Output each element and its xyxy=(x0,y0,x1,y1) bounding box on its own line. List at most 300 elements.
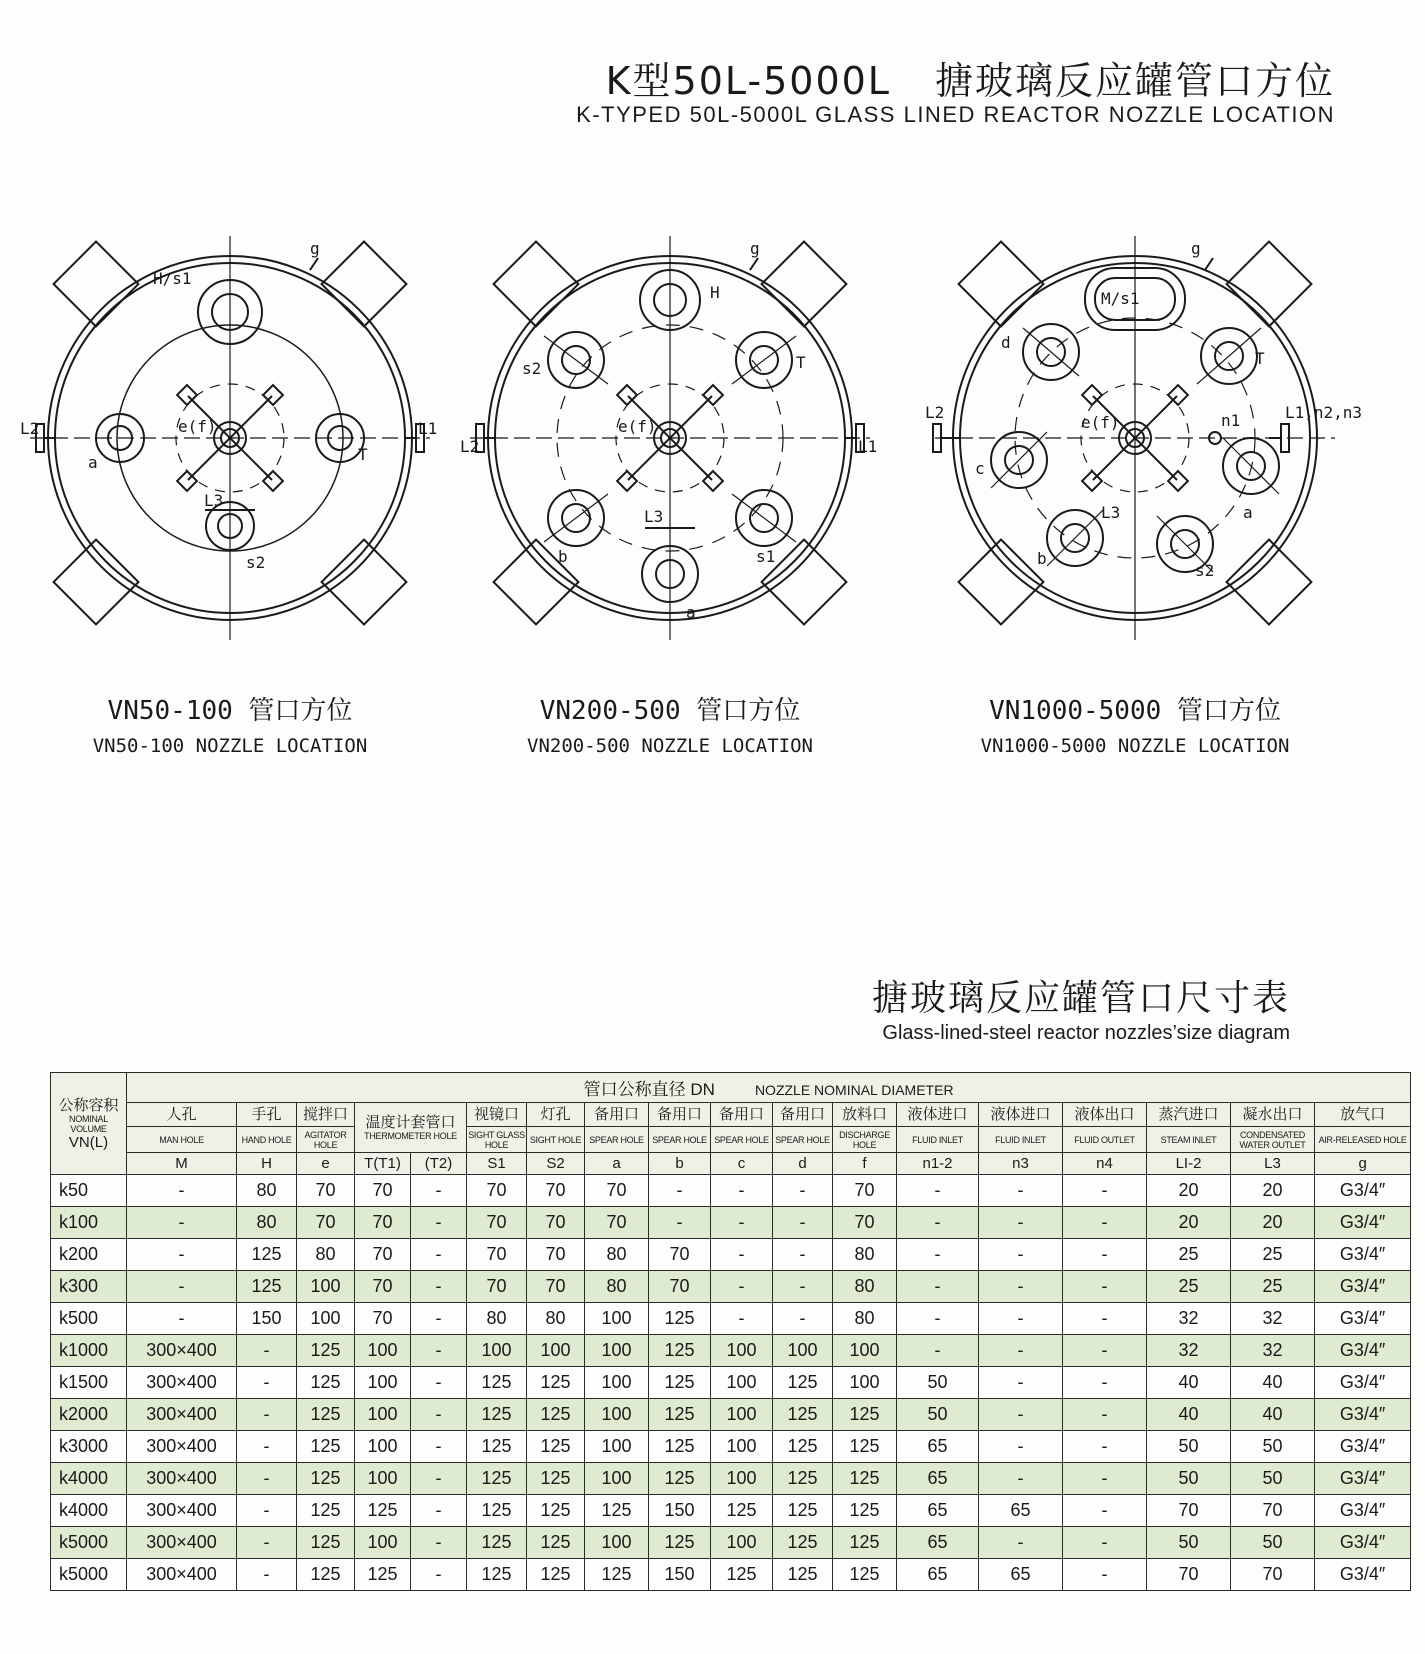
table-cell: G3/4″ xyxy=(1315,1495,1411,1527)
label-upper-left: d xyxy=(1001,333,1011,352)
column-header-en: FLUID INLET xyxy=(897,1127,979,1153)
table-cell: - xyxy=(127,1175,237,1207)
table-cell: - xyxy=(711,1303,773,1335)
label-lower-right: s1 xyxy=(756,547,776,566)
table-cell: - xyxy=(411,1207,467,1239)
label-right-flange: L1 xyxy=(418,419,438,438)
table-cell: 125 xyxy=(527,1367,585,1399)
table-cell: 125 xyxy=(467,1431,527,1463)
row-volume-cell: k1000 xyxy=(51,1335,127,1367)
table-cell: G3/4″ xyxy=(1315,1559,1411,1591)
volume-header: 公称容积 NOMINAL VOLUME VN(L) xyxy=(51,1073,127,1175)
table-cell: 125 xyxy=(773,1431,833,1463)
table-row xyxy=(51,1239,1411,1271)
column-header-cn: 液体出口 xyxy=(1063,1103,1147,1127)
table-cell: 125 xyxy=(297,1367,355,1399)
caption-en: VN200-500 NOZZLE LOCATION xyxy=(527,735,813,757)
table-cell: 50 xyxy=(1147,1431,1231,1463)
table-cell: G3/4″ xyxy=(1315,1207,1411,1239)
table-cell: - xyxy=(979,1527,1063,1559)
caption-cn: VN1000-5000 管口方位 xyxy=(989,696,1281,726)
label-left: c xyxy=(975,459,985,478)
table-cell: 100 xyxy=(585,1335,649,1367)
nozzle-diagram-vn200-500 xyxy=(460,228,880,648)
table-cell: 100 xyxy=(585,1367,649,1399)
label-right: T xyxy=(358,445,368,464)
table-cell: - xyxy=(979,1303,1063,1335)
table-cell: 20 xyxy=(1147,1207,1231,1239)
table-cell: 300×400 xyxy=(127,1399,237,1431)
table-cell: 125 xyxy=(467,1463,527,1495)
label-center: e(f) xyxy=(1081,413,1120,432)
table-cell: 300×400 xyxy=(127,1463,237,1495)
table-cell: - xyxy=(1063,1559,1147,1591)
column-header-en: MAN HOLE xyxy=(127,1127,237,1153)
table-cell: G3/4″ xyxy=(1315,1399,1411,1431)
column-header-symbol: (T2) xyxy=(411,1153,467,1175)
column-header-symbol: LI-2 xyxy=(1147,1153,1231,1175)
table-cell: 125 xyxy=(585,1495,649,1527)
table-cell: 125 xyxy=(649,1431,711,1463)
table-cell: 125 xyxy=(297,1335,355,1367)
column-header-en: SPEAR HOLE xyxy=(585,1127,649,1153)
table-cell: 20 xyxy=(1147,1175,1231,1207)
table-cell: 40 xyxy=(1147,1399,1231,1431)
table-cell: 300×400 xyxy=(127,1367,237,1399)
table-cell: 125 xyxy=(649,1463,711,1495)
table-cell: 80 xyxy=(237,1207,297,1239)
column-header-symbol: n4 xyxy=(1063,1153,1147,1175)
table-cell: - xyxy=(237,1527,297,1559)
table-cell: 300×400 xyxy=(127,1335,237,1367)
label-lower-left: b xyxy=(558,547,568,566)
table-cell: - xyxy=(897,1207,979,1239)
caption-cn: VN50-100 管口方位 xyxy=(107,696,353,726)
table-cell: 100 xyxy=(711,1399,773,1431)
table-cell: - xyxy=(897,1271,979,1303)
column-header-cn: 灯孔 xyxy=(527,1103,585,1127)
column-header-cn: 视镜口 xyxy=(467,1103,527,1127)
table-cell: 125 xyxy=(649,1335,711,1367)
table-cell: 125 xyxy=(355,1495,411,1527)
table-cell: G3/4″ xyxy=(1315,1239,1411,1271)
table-cell: 50 xyxy=(1231,1431,1315,1463)
label-left-flange: L2 xyxy=(460,437,480,456)
table-cell: 100 xyxy=(355,1335,411,1367)
table-cell: G3/4″ xyxy=(1315,1527,1411,1559)
table-cell: 125 xyxy=(467,1559,527,1591)
table-cell: 80 xyxy=(297,1239,355,1271)
label-lower-left: b xyxy=(1037,549,1047,568)
table-cell: 100 xyxy=(711,1463,773,1495)
table-cell: 50 xyxy=(1231,1463,1315,1495)
column-header-symbol: e xyxy=(297,1153,355,1175)
table-cell: 125 xyxy=(585,1559,649,1591)
nozzle-diagram-drawing xyxy=(460,228,880,648)
column-header-symbol: a xyxy=(585,1153,649,1175)
label-top: H/s1 xyxy=(153,269,192,288)
table-cell: 125 xyxy=(649,1367,711,1399)
table-cell: 125 xyxy=(711,1559,773,1591)
table-cell: - xyxy=(979,1431,1063,1463)
row-volume-cell: k3000 xyxy=(51,1431,127,1463)
label-n1: n1 xyxy=(1221,411,1241,430)
table-title-cn: 搪玻璃反应罐管口尺寸表 xyxy=(871,978,1290,1019)
table-cell: 125 xyxy=(467,1495,527,1527)
table-cell: - xyxy=(411,1559,467,1591)
label-center: e(f) xyxy=(178,417,217,436)
table-cell: 125 xyxy=(297,1399,355,1431)
table-cell: 70 xyxy=(467,1207,527,1239)
table-cell: 100 xyxy=(711,1335,773,1367)
table-cell: - xyxy=(411,1399,467,1431)
table-cell: 40 xyxy=(1147,1367,1231,1399)
column-header-en: FLUID INLET xyxy=(979,1127,1063,1153)
table-cell: 125 xyxy=(467,1399,527,1431)
label-g: g xyxy=(1191,239,1201,258)
table-cell: 125 xyxy=(773,1495,833,1527)
table-cell: - xyxy=(411,1431,467,1463)
table-cell: 70 xyxy=(649,1239,711,1271)
table-row xyxy=(51,1495,1411,1527)
table-cell: 70 xyxy=(1231,1559,1315,1591)
label-left: a xyxy=(88,453,98,472)
table-cell: - xyxy=(979,1367,1063,1399)
column-header-symbol: n3 xyxy=(979,1153,1063,1175)
table-cell: - xyxy=(897,1175,979,1207)
table-cell: 70 xyxy=(355,1175,411,1207)
table-cell: G3/4″ xyxy=(1315,1431,1411,1463)
table-cell: 32 xyxy=(1231,1335,1315,1367)
table-cell: 80 xyxy=(833,1303,897,1335)
table-cell: - xyxy=(237,1495,297,1527)
table-cell: 70 xyxy=(585,1207,649,1239)
table-cell: - xyxy=(411,1463,467,1495)
table-cell: 70 xyxy=(527,1175,585,1207)
table-cell: - xyxy=(979,1399,1063,1431)
table-body xyxy=(51,1175,1411,1591)
table-cell: - xyxy=(711,1271,773,1303)
caption-cn: VN200-500 管口方位 xyxy=(539,696,801,726)
table-cell: - xyxy=(411,1239,467,1271)
table-row xyxy=(51,1399,1411,1431)
table-cell: 65 xyxy=(897,1495,979,1527)
table-cell: - xyxy=(411,1495,467,1527)
table-cell: - xyxy=(237,1399,297,1431)
table-cell: - xyxy=(979,1239,1063,1271)
table-cell: 70 xyxy=(585,1175,649,1207)
table-cell: - xyxy=(897,1335,979,1367)
table-cell: 125 xyxy=(527,1463,585,1495)
column-header-en: SPEAR HOLE xyxy=(773,1127,833,1153)
table-cell: G3/4″ xyxy=(1315,1271,1411,1303)
row-volume-cell: k300 xyxy=(51,1271,127,1303)
column-header-symbol: S1 xyxy=(467,1153,527,1175)
table-cell: 25 xyxy=(1147,1239,1231,1271)
group-header: 管口公称直径 DN NOZZLE NOMINAL DIAMETER xyxy=(127,1073,1411,1103)
table-cell: 100 xyxy=(773,1335,833,1367)
column-header-cn: 蒸汽进口 xyxy=(1147,1103,1231,1127)
column-header-cn: 备用口 xyxy=(773,1103,833,1127)
table-cell: 80 xyxy=(833,1271,897,1303)
label-right: a xyxy=(1243,503,1253,522)
column-header-cn: 液体进口 xyxy=(979,1103,1063,1127)
column-header-en: AGITATOR HOLE xyxy=(297,1127,355,1153)
table-cell: 125 xyxy=(297,1463,355,1495)
table-cell: - xyxy=(897,1239,979,1271)
table-cell: 50 xyxy=(1147,1463,1231,1495)
table-cell: - xyxy=(1063,1495,1147,1527)
column-header-en: FLUID OUTLET xyxy=(1063,1127,1147,1153)
table-cell: - xyxy=(237,1463,297,1495)
table-cell: - xyxy=(1063,1367,1147,1399)
table-cell: 100 xyxy=(711,1431,773,1463)
table-cell: 100 xyxy=(833,1335,897,1367)
table-cell: 125 xyxy=(833,1399,897,1431)
column-header-en: DISCHARGE HOLE xyxy=(833,1127,897,1153)
label-right-flange: L1 xyxy=(858,437,878,456)
row-volume-cell: k500 xyxy=(51,1303,127,1335)
table-cell: - xyxy=(711,1175,773,1207)
table-cell: - xyxy=(979,1175,1063,1207)
table-cell: - xyxy=(897,1303,979,1335)
table-cell: 100 xyxy=(355,1527,411,1559)
row-volume-cell: k200 xyxy=(51,1239,127,1271)
table-cell: 125 xyxy=(297,1431,355,1463)
column-header-en: SIGHT GLASS HOLE xyxy=(467,1127,527,1153)
table-cell: 70 xyxy=(467,1239,527,1271)
table-row xyxy=(51,1207,1411,1239)
thermometer-header: 温度计套管口 THERMOMETER HOLE xyxy=(355,1103,467,1153)
column-header-cn: 备用口 xyxy=(585,1103,649,1127)
table-cell: 50 xyxy=(1147,1527,1231,1559)
table-cell: 25 xyxy=(1231,1239,1315,1271)
table-cell: 125 xyxy=(649,1527,711,1559)
row-volume-cell: k1500 xyxy=(51,1367,127,1399)
table-cell: 65 xyxy=(979,1559,1063,1591)
table-cell: 125 xyxy=(467,1527,527,1559)
label-g: g xyxy=(750,239,760,258)
column-header-symbol: L3 xyxy=(1231,1153,1315,1175)
label-bottom-mark: L3 xyxy=(644,507,664,526)
column-header-symbol: n1-2 xyxy=(897,1153,979,1175)
column-header-cn: 放料口 xyxy=(833,1103,897,1127)
caption-vn1000-5000 xyxy=(925,690,1345,757)
row-volume-cell: k2000 xyxy=(51,1399,127,1431)
page-title-cn: K型50L-5000L 搪玻璃反应罐管口方位 xyxy=(605,59,1335,103)
label-top: M/s1 xyxy=(1101,289,1140,308)
table-cell: 70 xyxy=(355,1207,411,1239)
table-cell: 70 xyxy=(527,1271,585,1303)
table-cell: 125 xyxy=(833,1495,897,1527)
table-cell: 50 xyxy=(897,1367,979,1399)
table-cell: - xyxy=(237,1335,297,1367)
table-cell: 70 xyxy=(833,1207,897,1239)
table-cell: 70 xyxy=(527,1207,585,1239)
table-cell: - xyxy=(1063,1303,1147,1335)
column-header-symbol: b xyxy=(649,1153,711,1175)
table-cell: 20 xyxy=(1231,1207,1315,1239)
table-cell: 50 xyxy=(1231,1527,1315,1559)
column-header-cn: 备用口 xyxy=(711,1103,773,1127)
table-cell: - xyxy=(237,1367,297,1399)
caption-vn200-500 xyxy=(460,690,880,757)
label-right-flange: L1,n2,n3 xyxy=(1285,403,1363,422)
table-cell: - xyxy=(649,1175,711,1207)
table-cell: - xyxy=(411,1335,467,1367)
row-volume-cell: k50 xyxy=(51,1175,127,1207)
table-cell: 125 xyxy=(297,1495,355,1527)
table-cell: 100 xyxy=(585,1399,649,1431)
table-cell: 100 xyxy=(711,1527,773,1559)
table-cell: 50 xyxy=(897,1399,979,1431)
table-row xyxy=(51,1175,1411,1207)
table-cell: - xyxy=(1063,1271,1147,1303)
table-cell: 150 xyxy=(237,1303,297,1335)
table-cell: - xyxy=(411,1271,467,1303)
table-cell: 125 xyxy=(773,1527,833,1559)
table-cell: 125 xyxy=(237,1239,297,1271)
table-cell: 125 xyxy=(237,1271,297,1303)
column-header-cn: 凝水出口 xyxy=(1231,1103,1315,1127)
table-cell: 125 xyxy=(833,1527,897,1559)
column-header-en: SPEAR HOLE xyxy=(649,1127,711,1153)
table-cell: - xyxy=(773,1271,833,1303)
table-cell: - xyxy=(127,1239,237,1271)
column-header-symbol: M xyxy=(127,1153,237,1175)
table-cell: 125 xyxy=(527,1527,585,1559)
table-cell: 300×400 xyxy=(127,1431,237,1463)
table-cell: - xyxy=(1063,1207,1147,1239)
caption-vn50-100 xyxy=(20,690,440,757)
column-header-cn: 放气口 xyxy=(1315,1103,1411,1127)
table-cell: 70 xyxy=(1231,1495,1315,1527)
column-header-cn: 搅拌口 xyxy=(297,1103,355,1127)
table-cell: 70 xyxy=(833,1175,897,1207)
table-cell: 125 xyxy=(355,1559,411,1591)
table-cell: - xyxy=(773,1175,833,1207)
table-cell: 125 xyxy=(773,1463,833,1495)
table-cell: 100 xyxy=(355,1463,411,1495)
label-left-flange: L2 xyxy=(20,419,40,438)
table-cell: 80 xyxy=(833,1239,897,1271)
table-cell: 125 xyxy=(527,1495,585,1527)
table-cell: 100 xyxy=(297,1303,355,1335)
table-cell: 65 xyxy=(979,1495,1063,1527)
table-cell: 32 xyxy=(1147,1303,1231,1335)
table-cell: 32 xyxy=(1231,1303,1315,1335)
table-cell: 125 xyxy=(467,1367,527,1399)
table-cell: 70 xyxy=(355,1271,411,1303)
table-cell: 100 xyxy=(711,1367,773,1399)
table-cell: G3/4″ xyxy=(1315,1175,1411,1207)
table-cell: 65 xyxy=(897,1463,979,1495)
table-cell: - xyxy=(979,1207,1063,1239)
label-left-flange: L2 xyxy=(925,403,945,422)
column-header-symbol: d xyxy=(773,1153,833,1175)
column-header-symbol: H xyxy=(237,1153,297,1175)
table-cell: - xyxy=(773,1207,833,1239)
table-cell: 125 xyxy=(527,1431,585,1463)
label-bottom-mark: L3 xyxy=(1101,503,1121,522)
table-cell: - xyxy=(773,1239,833,1271)
column-header-en: CONDENSATED WATER OUTLET xyxy=(1231,1127,1315,1153)
table-cell: 70 xyxy=(527,1239,585,1271)
table-cell: 65 xyxy=(897,1431,979,1463)
table-cell: 125 xyxy=(773,1367,833,1399)
column-header-symbol: f xyxy=(833,1153,897,1175)
table-cell: 125 xyxy=(773,1559,833,1591)
table-cell: 80 xyxy=(585,1239,649,1271)
table-cell: 300×400 xyxy=(127,1559,237,1591)
column-header-symbol: T(T1) xyxy=(355,1153,411,1175)
table-cell: 70 xyxy=(649,1271,711,1303)
table-cell: - xyxy=(1063,1335,1147,1367)
table-cell: 65 xyxy=(897,1559,979,1591)
table-cell: 100 xyxy=(585,1303,649,1335)
nozzle-diagram-drawing xyxy=(20,228,440,648)
table-cell: - xyxy=(711,1207,773,1239)
column-header-en: HAND HOLE xyxy=(237,1127,297,1153)
table-cell: 125 xyxy=(773,1399,833,1431)
label-bottom: a xyxy=(686,603,696,622)
table-cell: 125 xyxy=(833,1559,897,1591)
column-header-symbol: c xyxy=(711,1153,773,1175)
column-header-cn: 手孔 xyxy=(237,1103,297,1127)
table-cell: 100 xyxy=(585,1431,649,1463)
table-cell: 70 xyxy=(1147,1495,1231,1527)
table-row xyxy=(51,1527,1411,1559)
table-cell: 125 xyxy=(297,1559,355,1591)
table-cell: 100 xyxy=(585,1463,649,1495)
row-volume-cell: k4000 xyxy=(51,1463,127,1495)
table-cell: 150 xyxy=(649,1495,711,1527)
table-cell: - xyxy=(1063,1527,1147,1559)
column-header-symbol: g xyxy=(1315,1153,1411,1175)
table-row xyxy=(51,1335,1411,1367)
table-cell: 25 xyxy=(1147,1271,1231,1303)
label-g: g xyxy=(310,239,320,258)
label-upper-right: T xyxy=(1255,349,1265,368)
table-cell: 25 xyxy=(1231,1271,1315,1303)
table-cell: 100 xyxy=(585,1527,649,1559)
table-cell: - xyxy=(773,1303,833,1335)
table-cell: 32 xyxy=(1147,1335,1231,1367)
table-cell: 80 xyxy=(467,1303,527,1335)
table-cell: - xyxy=(1063,1463,1147,1495)
table-header xyxy=(51,1073,1411,1175)
column-header-cn: 液体进口 xyxy=(897,1103,979,1127)
caption-en: VN1000-5000 NOZZLE LOCATION xyxy=(980,735,1290,757)
table-cell: - xyxy=(411,1527,467,1559)
table-cell: 100 xyxy=(833,1367,897,1399)
column-header-cn: 备用口 xyxy=(649,1103,711,1127)
table-cell: 125 xyxy=(833,1431,897,1463)
table-cell: - xyxy=(979,1463,1063,1495)
column-header-en: SIGHT HOLE xyxy=(527,1127,585,1153)
label-bottom-mark: L3 xyxy=(204,491,224,510)
table-cell: 100 xyxy=(467,1335,527,1367)
nozzle-size-table xyxy=(50,1072,1411,1591)
table-cell: - xyxy=(979,1271,1063,1303)
label-lower-right: s2 xyxy=(1195,561,1215,580)
table-row xyxy=(51,1303,1411,1335)
table-cell: 125 xyxy=(649,1399,711,1431)
table-cell: 125 xyxy=(527,1399,585,1431)
table-cell: 125 xyxy=(649,1303,711,1335)
table-cell: 40 xyxy=(1231,1399,1315,1431)
label-top: H xyxy=(710,283,720,302)
